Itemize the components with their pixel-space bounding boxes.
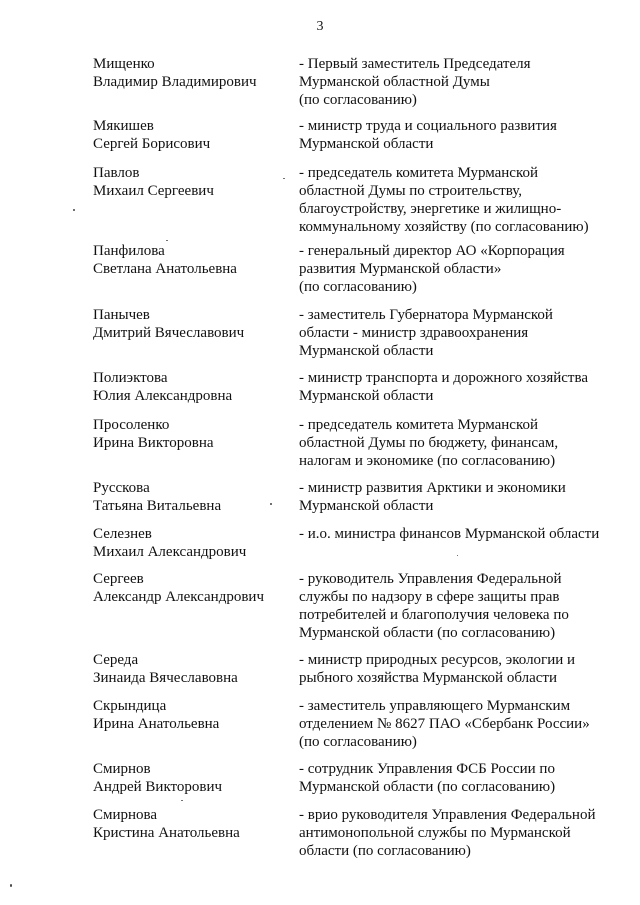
member-given-names: Михаил Сергеевич (93, 183, 214, 199)
member-position (299, 306, 619, 360)
member-position-line: потребителей и благополучия человека по (299, 607, 569, 623)
member-position-line: - врио руководителя Управления Федеральной (299, 807, 596, 823)
member-position (299, 164, 619, 236)
member-position-line: Мурманской областной Думы (299, 74, 490, 90)
member-position-line: Мурманской области (299, 343, 434, 359)
member-position-line: - председатель комитета Мурманской (299, 165, 538, 181)
scan-speck (283, 178, 285, 179)
member-position-line: Мурманской области (299, 136, 434, 152)
member-given-names: Зинаида Вячеславовна (93, 670, 238, 686)
member-surname: Панфилова (93, 243, 165, 259)
member-given-names: Юлия Александровна (93, 388, 233, 404)
member-given-names: Светлана Анатольевна (93, 261, 237, 277)
member-name (93, 806, 293, 842)
member-position-line: (по согласованию) (299, 734, 417, 750)
member-position-line: областной Думы по строительству, (299, 183, 523, 199)
member-surname: Смирнов (93, 761, 151, 777)
member-position-line: (по согласованию) (299, 279, 417, 295)
member-position-line: развития Мурманской области» (299, 261, 502, 277)
scan-speck (457, 555, 458, 556)
member-position-line: областной Думы по бюджету, финансам, (299, 435, 559, 451)
member-name (93, 760, 293, 796)
member-surname: Полиэктова (93, 370, 168, 386)
member-position (299, 369, 619, 405)
member-position-line: - председатель комитета Мурманской (299, 417, 538, 433)
member-position (299, 242, 619, 296)
member-surname: Просоленко (93, 417, 170, 433)
member-position-line: - руководитель Управления Федеральной (299, 571, 562, 587)
scan-speck (181, 800, 183, 801)
member-name (93, 479, 293, 515)
scan-speck (73, 209, 75, 211)
member-position (299, 651, 619, 687)
member-position-line: - сотрудник Управления ФСБ России по (299, 761, 555, 777)
member-name (93, 117, 293, 153)
member-position-line: налогам и экономике (по согласованию) (299, 453, 556, 469)
member-name (93, 570, 293, 606)
member-position-line: - заместитель управляющего Мурманским (299, 698, 571, 714)
member-surname: Середа (93, 652, 139, 668)
member-position (299, 697, 619, 751)
member-given-names: Александр Александрович (93, 589, 264, 605)
scan-speck (10, 884, 12, 887)
member-position (299, 117, 619, 153)
member-position-line: благоустройству, энергетике и жилищно- (299, 201, 562, 217)
member-surname: Русскова (93, 480, 150, 496)
member-name (93, 164, 293, 200)
member-position-line: - министр развития Арктики и экономики (299, 480, 566, 496)
member-position-line: области - министр здравоохранения (299, 325, 529, 341)
member-position-line: - министр природных ресурсов, экологии и (299, 652, 576, 668)
member-name (93, 697, 293, 733)
member-position-line: Мурманской области (299, 388, 434, 404)
member-position (299, 570, 619, 642)
member-given-names: Сергей Борисович (93, 136, 211, 152)
member-position-line: (по согласованию) (299, 92, 417, 108)
page-number: 3 (316, 19, 324, 34)
member-surname: Мякишев (93, 118, 154, 134)
member-given-names: Дмитрий Вячеславович (93, 325, 245, 341)
member-position (299, 760, 619, 796)
member-position (299, 806, 619, 860)
member-name (93, 55, 293, 91)
member-surname: Скрындица (93, 698, 167, 714)
member-given-names: Ирина Викторовна (93, 435, 214, 451)
member-name (93, 242, 293, 278)
member-position-line: Мурманской области (по согласованию) (299, 779, 556, 795)
member-surname: Панычев (93, 307, 150, 323)
member-given-names: Татьяна Витальевна (93, 498, 222, 514)
member-position-line: - и.о. министра финансов Мурманской области (299, 526, 600, 542)
member-position-line: - Первый заместитель Председателя (299, 56, 531, 72)
member-position-line: - заместитель Губернатора Мурманской (299, 307, 553, 323)
member-name (93, 369, 293, 405)
member-given-names: Михаил Александрович (93, 544, 247, 560)
member-position (299, 55, 619, 109)
member-surname: Селезнев (93, 526, 152, 542)
member-position (299, 479, 619, 515)
member-position (299, 416, 619, 470)
member-surname: Павлов (93, 165, 140, 181)
member-surname: Сергеев (93, 571, 144, 587)
member-name (93, 525, 293, 561)
member-position-line: рыбного хозяйства Мурманской области (299, 670, 557, 686)
member-position (299, 525, 619, 543)
member-given-names: Андрей Викторович (93, 779, 223, 795)
member-given-names: Владимир Владимирович (93, 74, 257, 90)
member-surname: Смирнова (93, 807, 158, 823)
member-name (93, 651, 293, 687)
scan-speck (166, 240, 168, 241)
member-position-line: антимонопольной службы по Мурманской (299, 825, 571, 841)
scan-speck (270, 503, 272, 505)
member-name (93, 416, 293, 452)
member-position-line: - министр труда и социального развития (299, 118, 557, 134)
member-position-line: отделением № 8627 ПАО «Сбербанк России» (299, 716, 590, 732)
member-given-names: Ирина Анатольевна (93, 716, 220, 732)
member-position-line: Мурманской области (299, 498, 434, 514)
member-position-line: службы по надзору в сфере защиты прав (299, 589, 560, 605)
member-position-line: Мурманской области (по согласованию) (299, 625, 556, 641)
member-position-line: - министр транспорта и дорожного хозяйства (299, 370, 589, 386)
member-name (93, 306, 293, 342)
member-given-names: Кристина Анатольевна (93, 825, 240, 841)
member-position-line: коммунальному хозяйству (по согласованию) (299, 219, 589, 235)
member-position-line: области (по согласованию) (299, 843, 471, 859)
member-position-line: - генеральный директор АО «Корпорация (299, 243, 565, 259)
member-surname: Мищенко (93, 56, 155, 72)
